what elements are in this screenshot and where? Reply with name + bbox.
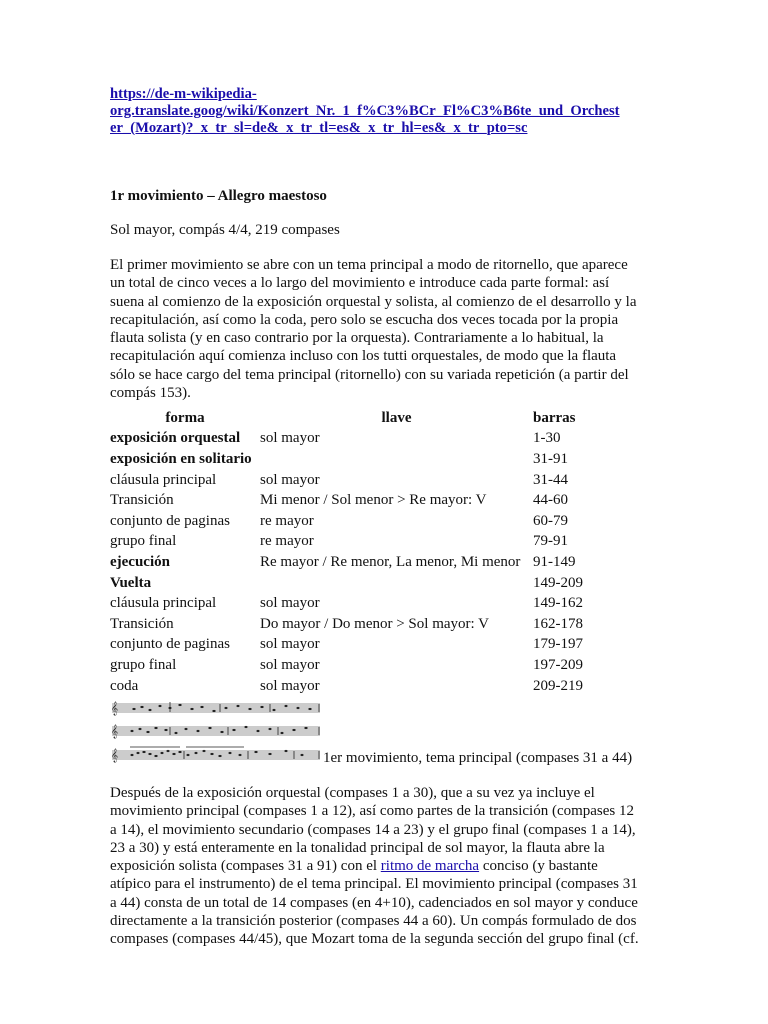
cell-barras: 60-79	[533, 512, 568, 529]
score-caption: 1er movimiento, tema principal (compases 31 a 44)	[323, 750, 633, 766]
cell-forma: conjunto de paginas	[110, 636, 230, 653]
analysis-paragraph	[110, 784, 658, 949]
table-row	[110, 490, 633, 511]
paragraph-line: un total de cinco veces a lo largo del movimiento e introduce cada parte formal: así	[110, 275, 610, 292]
link-line-3[interactable]: er_(Mozart)?_x_tr_sl=de&_x_tr_tl=es&_x_tr_hl=es&_x_tr_pto=sc	[110, 120, 528, 136]
wikipedia-link[interactable]	[110, 86, 655, 137]
table-row	[110, 470, 633, 491]
cell-forma: conjunto de paginas	[110, 512, 230, 529]
cell-forma: cláusula principal	[110, 471, 217, 488]
paragraph-text: conciso (y bastante	[479, 858, 598, 875]
paragraph-line: recapitulación aquí comienza incluso con los tutti orquestales, de modo que la flauta	[110, 348, 617, 365]
cell-barras: 149-209	[533, 574, 583, 591]
cell-llave: Mi menor / Sol menor > Re mayor: V	[260, 492, 487, 509]
cell-forma: exposición en solitario	[110, 450, 252, 467]
cell-barras: 197-209	[533, 656, 583, 673]
header-barras: barras	[533, 409, 576, 426]
paragraph-line: movimiento principal (compases 1 a 12), así como partes de la transición (compases 12	[110, 803, 635, 820]
table-row	[110, 552, 633, 573]
cell-llave: re mayor	[260, 512, 314, 529]
paragraph-line: El primer movimiento se abre con un tema principal a modo de ritornello, que aparece	[110, 257, 628, 273]
cell-forma: exposición orquestal	[110, 430, 241, 447]
cell-llave: re mayor	[260, 533, 314, 550]
intro-paragraph	[110, 256, 658, 402]
paragraph-line: a 14), el movimiento secundario (compases 14 a 23) y el grupo final (compases 1 a 14),	[110, 821, 636, 838]
paragraph-line: recapitulación, así como la coda, pero solo se escucha dos veces tocada por la propia	[110, 311, 619, 328]
cell-barras: 79-91	[533, 533, 568, 550]
paragraph-line: atípico para el instrumento) de el tema principal. El movimiento principal (compases 31	[110, 876, 638, 893]
cell-llave: sol mayor	[260, 471, 320, 488]
table-row	[110, 655, 633, 676]
table-row	[110, 573, 633, 594]
link-line-1[interactable]: https://de-m-wikipedia-	[110, 86, 257, 102]
cell-forma: coda	[110, 677, 139, 694]
table-header-row	[110, 408, 633, 429]
cell-llave: sol mayor	[260, 636, 320, 653]
header-llave: llave	[381, 409, 412, 426]
table-row	[110, 635, 633, 656]
cell-llave: sol mayor	[260, 430, 320, 447]
cell-forma: Transición	[110, 492, 174, 509]
paragraph-text: exposición solista (compases 31 a 91) con el	[110, 858, 381, 875]
paragraph-line: sólo se hace cargo del tema principal (ritornello) con su variada repetición (a partir del	[110, 366, 629, 383]
cell-llave: sol mayor	[260, 677, 320, 694]
cell-forma: grupo final	[110, 533, 177, 550]
table-body	[110, 429, 633, 697]
paragraph-line: Después de la exposición orquestal (compases 1 a 30), que a su vez ya incluye el	[110, 785, 595, 801]
paragraph-line: compás 153).	[110, 385, 191, 402]
table-row	[110, 532, 633, 553]
table-row	[110, 449, 633, 470]
svg-text:𝄞: 𝄞	[111, 701, 119, 715]
table-row	[110, 593, 633, 614]
table-row	[110, 511, 633, 532]
sheet-music-image	[110, 700, 322, 766]
svg-text:𝄞: 𝄞	[111, 724, 119, 738]
cell-llave: sol mayor	[260, 656, 320, 673]
paragraph-line: suena al comienzo de la exposición orquestal y solista, al comienzo de el desarrollo y la	[110, 293, 637, 310]
cell-forma: Vuelta	[110, 574, 152, 591]
paragraph-line: a 44) consta de un total de 14 compases (en 4+10), cadenciados en sol mayor y conduce	[110, 894, 638, 911]
paragraph-line: flauta solista (y en caso contrario por la orquesta). Contrariamente a lo habitual, la	[110, 330, 604, 347]
paragraph-line: compases (compases 44/45), que Mozart toma de la segunda sección del grupo final (cf.	[110, 931, 639, 948]
cell-llave	[260, 449, 533, 470]
key-signature-line: Sol mayor, compás 4/4, 219 compases	[110, 222, 340, 238]
cell-forma: cláusula principal	[110, 595, 217, 612]
cell-llave: Re mayor / Re menor, La menor, Mi menor	[260, 553, 521, 570]
cell-forma: grupo final	[110, 656, 177, 673]
table-row	[110, 429, 633, 450]
paragraph-line: 23 a 30) y está enteramente en la tonalidad principal de sol mayor, la flauta abre la	[110, 839, 605, 856]
movement-heading: 1r movimiento – Allegro maestoso	[110, 188, 327, 204]
cell-llave	[260, 573, 533, 594]
cell-barras: 44-60	[533, 492, 568, 509]
cell-llave: sol mayor	[260, 595, 320, 612]
cell-barras: 91-149	[533, 553, 576, 570]
cell-barras: 149-162	[533, 595, 583, 612]
cell-barras: 179-197	[533, 636, 583, 653]
cell-forma: Transición	[110, 615, 174, 632]
header-forma: forma	[165, 409, 205, 426]
cell-forma: ejecución	[110, 553, 170, 570]
svg-text:𝄞: 𝄞	[111, 748, 119, 762]
link-line-2[interactable]: org.translate.goog/wiki/Konzert_Nr._1_f%C3%BCr_Fl%C3%B6te_und_Orchest	[110, 103, 620, 119]
table-row	[110, 614, 633, 635]
form-table	[110, 408, 633, 696]
cell-barras: 31-44	[533, 471, 568, 488]
paragraph-line: directamente a la transición posterior (compases 44 a 60). Un compás formulado de dos	[110, 913, 637, 930]
paragraph-line	[110, 857, 658, 875]
cell-barras: 1-30	[533, 430, 561, 447]
cell-barras: 209-219	[533, 677, 583, 694]
ritmo-de-marcha-link[interactable]: ritmo de marcha	[380, 858, 480, 875]
table-row	[110, 676, 633, 697]
cell-barras: 162-178	[533, 615, 583, 632]
cell-llave: Do mayor / Do menor > Sol mayor: V	[260, 615, 489, 632]
cell-barras: 31-91	[533, 450, 568, 467]
